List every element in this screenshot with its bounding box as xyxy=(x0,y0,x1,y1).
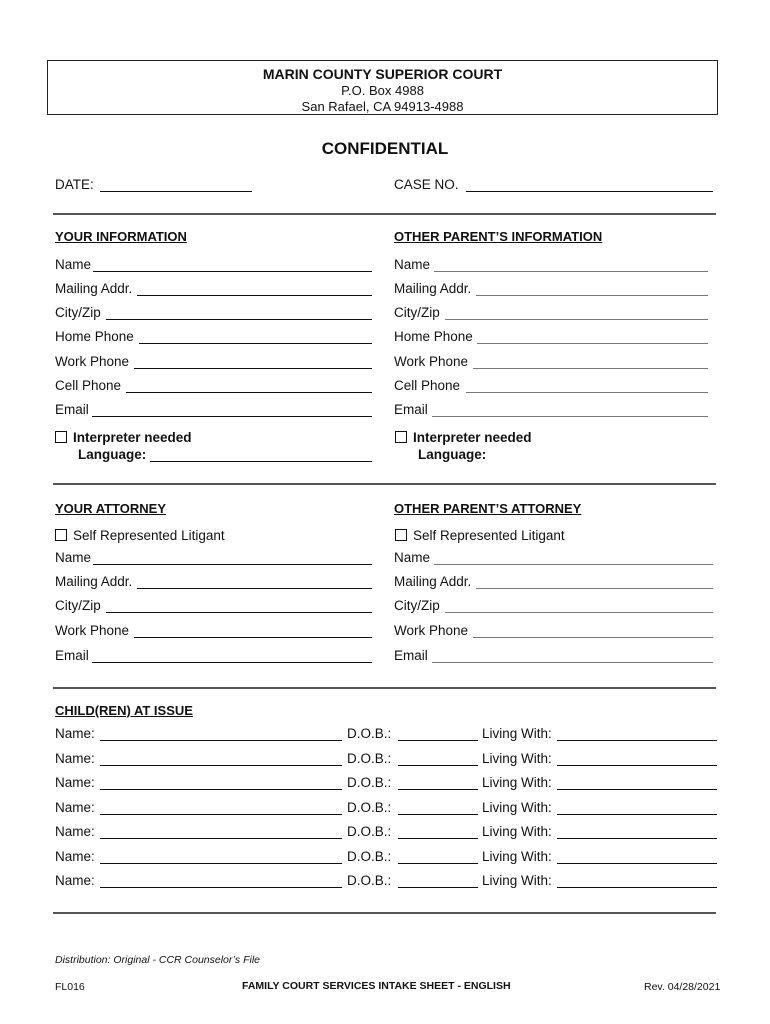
revision-date: Rev. 04/28/2021 xyxy=(644,981,721,993)
your-cell-phone-label: Cell Phone xyxy=(55,378,122,393)
self-represented-label: Self Represented Litigant xyxy=(73,528,225,543)
your-attorney-work-phone-field[interactable] xyxy=(134,637,372,638)
other-name-field[interactable] xyxy=(434,271,708,272)
child-dob-label: D.O.B.: xyxy=(347,849,392,864)
other-attorney-city-zip-field[interactable] xyxy=(445,612,713,613)
child-name-field[interactable] xyxy=(100,789,342,790)
other-email-label: Email xyxy=(394,402,428,417)
child-name-field[interactable] xyxy=(100,838,342,839)
your-self-represented-row[interactable] xyxy=(55,528,225,544)
your-home-phone-label: Home Phone xyxy=(55,329,134,344)
child-dob-field[interactable] xyxy=(398,863,478,864)
other-self-represented-row[interactable] xyxy=(395,528,565,544)
other-home-phone-field[interactable] xyxy=(477,343,708,344)
other-work-phone-field[interactable] xyxy=(473,368,708,369)
your-mailing-addr-field[interactable] xyxy=(137,295,372,296)
other-interpreter-row[interactable] xyxy=(395,430,532,446)
self-represented-checkbox[interactable] xyxy=(55,529,67,541)
other-mailing-addr-field[interactable] xyxy=(476,295,708,296)
your-attorney-city-zip-field[interactable] xyxy=(106,612,372,613)
your-language-field[interactable] xyxy=(150,461,372,462)
interpreter-needed-label: Interpreter needed xyxy=(413,430,532,445)
other-attorney-work-phone-field[interactable] xyxy=(473,637,713,638)
child-dob-field[interactable] xyxy=(398,740,478,741)
child-name-field[interactable] xyxy=(100,740,342,741)
your-name-field[interactable] xyxy=(93,271,372,272)
other-cell-phone-field[interactable] xyxy=(466,392,708,393)
your-attorney-title: YOUR ATTORNEY xyxy=(55,501,166,516)
other-attorney-name-field[interactable] xyxy=(434,564,713,565)
form-title: FAMILY COURT SERVICES INTAKE SHEET - ENGLISH xyxy=(242,980,511,992)
other-city-zip-label: City/Zip xyxy=(394,305,440,320)
child-name-field[interactable] xyxy=(100,887,342,888)
child-living-with-field[interactable] xyxy=(557,838,717,839)
your-attorney-name-field[interactable] xyxy=(93,564,372,565)
child-name-label: Name: xyxy=(55,751,95,766)
child-living-with-field[interactable] xyxy=(557,887,717,888)
your-attorney-email-label: Email xyxy=(55,648,89,663)
child-dob-label: D.O.B.: xyxy=(347,751,392,766)
child-living-with-field[interactable] xyxy=(557,789,717,790)
interpreter-needed-label: Interpreter needed xyxy=(73,430,192,445)
child-living-with-field[interactable] xyxy=(557,863,717,864)
court-po-box: P.O. Box 4988 xyxy=(341,83,424,98)
child-dob-label: D.O.B.: xyxy=(347,824,392,839)
other-parent-information-title: OTHER PARENT’S INFORMATION xyxy=(394,229,603,244)
children-title: CHILD(REN) AT ISSUE xyxy=(55,703,193,718)
your-language-label: Language: xyxy=(78,447,147,462)
other-parent-attorney-title: OTHER PARENT’S ATTORNEY xyxy=(394,501,582,516)
self-represented-checkbox[interactable] xyxy=(395,529,407,541)
child-dob-label: D.O.B.: xyxy=(347,873,392,888)
child-dob-field[interactable] xyxy=(398,765,478,766)
other-city-zip-field[interactable] xyxy=(445,319,708,320)
your-home-phone-field[interactable] xyxy=(139,343,372,344)
other-attorney-mailing-addr-field[interactable] xyxy=(476,588,713,589)
child-dob-label: D.O.B.: xyxy=(347,726,392,741)
your-attorney-mailing-addr-label: Mailing Addr. xyxy=(55,574,133,589)
child-dob-field[interactable] xyxy=(398,838,478,839)
your-mailing-addr-label: Mailing Addr. xyxy=(55,281,133,296)
court-name: MARIN COUNTY SUPERIOR COURT xyxy=(262,66,503,82)
child-living-with-label: Living With: xyxy=(482,800,552,815)
your-name-label: Name xyxy=(55,257,92,272)
your-email-label: Email xyxy=(55,402,89,417)
other-mailing-addr-label: Mailing Addr. xyxy=(394,281,472,296)
other-language-label: Language: xyxy=(418,447,487,462)
your-attorney-mailing-addr-field[interactable] xyxy=(137,588,372,589)
child-dob-label: D.O.B.: xyxy=(347,800,392,815)
child-living-with-label: Living With: xyxy=(482,751,552,766)
child-living-with-label: Living With: xyxy=(482,873,552,888)
your-email-field[interactable] xyxy=(92,416,372,417)
child-name-label: Name: xyxy=(55,824,95,839)
case-no-field[interactable] xyxy=(466,191,713,192)
child-living-with-field[interactable] xyxy=(557,814,717,815)
your-interpreter-row[interactable] xyxy=(55,430,192,446)
other-email-field[interactable] xyxy=(432,416,708,417)
child-name-label: Name: xyxy=(55,873,95,888)
child-living-with-label: Living With: xyxy=(482,824,552,839)
child-living-with-label: Living With: xyxy=(482,726,552,741)
your-attorney-city-zip-label: City/Zip xyxy=(55,598,101,613)
case-no-label: CASE NO. xyxy=(394,177,459,192)
confidential-heading: CONFIDENTIAL xyxy=(321,139,449,158)
section-divider xyxy=(53,687,716,689)
child-name-label: Name: xyxy=(55,726,95,741)
child-name-label: Name: xyxy=(55,849,95,864)
other-attorney-name-label: Name xyxy=(394,550,431,565)
child-name-field[interactable] xyxy=(100,814,342,815)
form-id: FL016 xyxy=(55,981,85,993)
section-divider xyxy=(53,213,716,215)
your-attorney-email-field[interactable] xyxy=(92,662,372,663)
your-city-zip-label: City/Zip xyxy=(55,305,101,320)
other-name-label: Name xyxy=(394,257,431,272)
child-dob-field[interactable] xyxy=(398,887,478,888)
your-attorney-work-phone-label: Work Phone xyxy=(55,623,130,638)
date-label: DATE: xyxy=(55,177,94,192)
section-divider xyxy=(53,912,716,914)
other-attorney-mailing-addr-label: Mailing Addr. xyxy=(394,574,472,589)
child-living-with-label: Living With: xyxy=(482,775,552,790)
your-cell-phone-field[interactable] xyxy=(126,392,372,393)
distribution-note: Distribution: Original - CCR Counselor’s File xyxy=(55,954,261,966)
other-work-phone-label: Work Phone xyxy=(394,354,469,369)
child-dob-field[interactable] xyxy=(398,789,478,790)
other-home-phone-label: Home Phone xyxy=(394,329,473,344)
child-dob-label: D.O.B.: xyxy=(347,775,392,790)
interpreter-checkbox[interactable] xyxy=(395,431,407,443)
child-living-with-label: Living With: xyxy=(482,849,552,864)
other-attorney-city-zip-label: City/Zip xyxy=(394,598,440,613)
your-work-phone-field[interactable] xyxy=(134,368,372,369)
other-attorney-email-label: Email xyxy=(394,648,428,663)
your-information-title: YOUR INFORMATION xyxy=(55,229,187,244)
child-dob-field[interactable] xyxy=(398,814,478,815)
other-cell-phone-label: Cell Phone xyxy=(394,378,461,393)
child-living-with-field[interactable] xyxy=(557,740,717,741)
child-name-field[interactable] xyxy=(100,765,342,766)
your-work-phone-label: Work Phone xyxy=(55,354,130,369)
self-represented-label: Self Represented Litigant xyxy=(413,528,565,543)
child-name-label: Name: xyxy=(55,800,95,815)
other-attorney-email-field[interactable] xyxy=(432,662,713,663)
other-attorney-work-phone-label: Work Phone xyxy=(394,623,469,638)
date-field[interactable] xyxy=(100,191,252,192)
court-city: San Rafael, CA 94913-4988 xyxy=(301,99,464,114)
child-name-field[interactable] xyxy=(100,863,342,864)
section-divider xyxy=(53,483,716,485)
court-header-box xyxy=(47,60,718,115)
your-attorney-name-label: Name xyxy=(55,550,92,565)
child-name-label: Name: xyxy=(55,775,95,790)
your-city-zip-field[interactable] xyxy=(106,319,372,320)
child-living-with-field[interactable] xyxy=(557,765,717,766)
interpreter-checkbox[interactable] xyxy=(55,431,67,443)
